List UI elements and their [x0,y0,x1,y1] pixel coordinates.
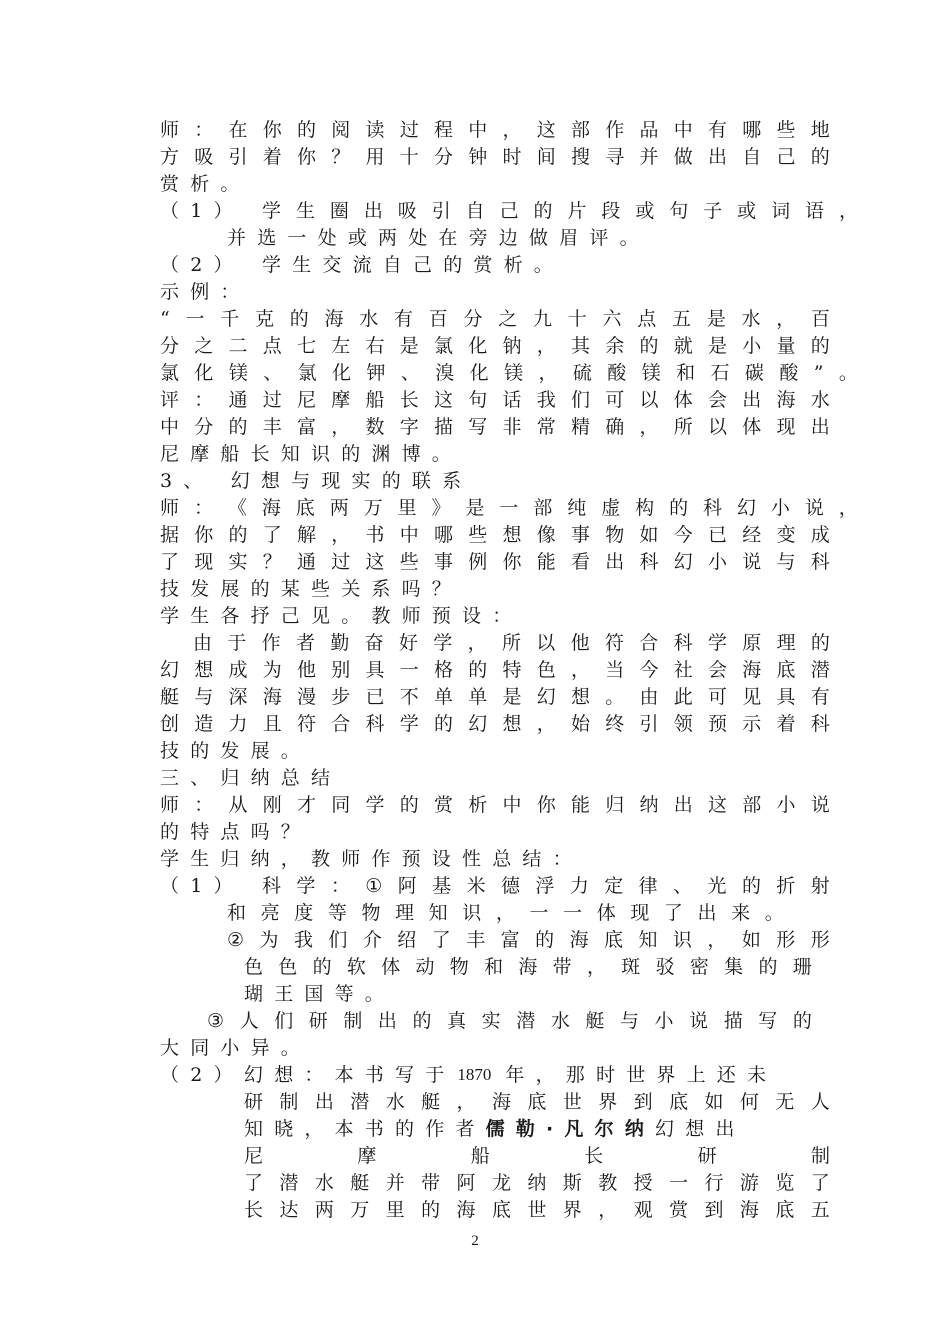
text-line: 技发展的某些关系吗？ [160,578,463,600]
text-char: 摩 [357,1145,377,1167]
text-line: 分 之 二 点 七 左 右 是 氯 化 钠 ， 其 余 的 就 是 小 量 的 [160,335,830,357]
year-number: 1870 [457,1065,492,1084]
text-char: 研 [697,1145,717,1167]
text-line: 研 制 出 潜 水 艇 ， 海 底 世 界 到 底 如 何 无 人 [244,1091,830,1113]
text-line: 据 你 的 了 解 ， 书 中 哪 些 想 像 事 物 如 今 已 经 变 成 [160,524,830,546]
text-char: 制 [810,1145,830,1167]
page-number: 2 [471,1233,479,1249]
text-line: 评 ： 通 过 尼 摩 船 长 这 句 话 我 们 可 以 体 会 出 海 水 [160,389,830,411]
text-line: 学生各抒己见。教师预设： [160,605,523,627]
text-segment: 幻想：本书写于 [244,1064,456,1086]
text-line: 并选一处或两处在旁边做眉评。 [227,227,650,249]
list-marker: （1） [160,875,244,897]
text-segment: 年，那时世界上还未 [505,1064,778,1086]
text-line: 和 亮 度 等 物 理 知 识 ， 一 一 体 现 了 出 来 。 [227,902,784,924]
text-line: 尼摩船长知识的渊博。 [160,443,463,465]
text-line: 中 分 的 丰 富 ， 数 字 描 写 非 常 精 确 ， 所 以 体 现 出 [160,416,830,438]
text-line: 幻 想 成 为 他 别 具 一 格 的 特 色 ， 当 今 社 会 海 底 潜 [160,659,830,681]
text-char: 船 [470,1145,490,1167]
text-line: 艇 与 深 海 漫 步 已 不 单 单 是 幻 想 。 由 此 可 见 具 有 [160,686,830,708]
text-char: 尼 [244,1145,264,1167]
text-line: 方 吸 引 着 你 ？ 用 十 分 钟 时 间 搜 寻 并 做 出 自 己 的 [160,146,830,168]
text-line: 学生交流自己的赏析。 [262,254,565,276]
text-line: 师 ： 在 你 的 阅 读 过 程 中 ， 这 部 作 品 中 有 哪 些 地 [160,119,830,141]
text-line: 创 造 力 且 符 合 科 学 的 幻 想 ， 始 终 引 领 预 示 着 科 [160,713,830,735]
text-segment: 知晓，本书的作者 [244,1118,486,1140]
text-segment: 幻想出 [655,1118,746,1140]
section-heading: 三、归纳总结 [160,767,342,789]
text-line: 的特点吗？ [160,821,312,843]
list-marker: （2） [160,254,244,276]
text-line: 由 于 作 者 勤 奋 好 学 ， 所 以 他 符 合 科 学 原 理 的 [193,632,830,654]
list-marker: （1） [160,200,244,222]
text-line: 了 现 实 ？ 通 过 这 些 事 例 你 能 看 出 科 幻 小 说 与 科 [160,551,830,573]
text-line [244,1115,830,1143]
text-line: 师 ： 《 海 底 两 万 里 》 是 一 部 纯 虚 构 的 科 幻 小 说 ， [160,497,858,519]
text-line: 技的发展。 [160,740,312,762]
text-line: 氯 化 镁 、 氯 化 钾 、 溴 化 镁 ， 硫 酸 镁 和 石 碳 酸 ” 。 [160,362,858,384]
text-line: 长 达 两 万 里 的 海 底 世 界 ， 观 赏 到 海 底 五 [244,1199,830,1221]
text-line: ② 为 我 们 介 绍 了 丰 富 的 海 底 知 识 ， 如 形 形 [227,929,830,951]
text-line: ③ 人 们 研 制 出 的 真 实 潜 水 艇 与 小 说 描 写 的 [207,1010,812,1032]
text-line: “ 一 千 克 的 海 水 有 百 分 之 九 十 六 点 五 是 水 ， 百 [160,308,830,330]
text-line [244,1061,830,1089]
text-line: 赏析。 [160,173,251,195]
text-line: 学生归纳，教师作预设性总结： [160,848,583,870]
list-marker: （2） [160,1064,244,1086]
text-line: 瑚王国等。 [244,983,396,1005]
text-line: 学 生 圈 出 吸 引 自 己 的 片 段 或 句 子 或 词 语 ， [262,200,858,222]
text-line: 大同小异。 [160,1037,312,1059]
text-line: 科 学 ： ① 阿 基 米 德 浮 力 定 律 、 光 的 折 射 [262,875,830,897]
text-line [244,1142,830,1170]
author-name: 儒勒·凡尔纳 [485,1118,656,1140]
text-line: 色 色 的 软 体 动 物 和 海 带 ， 斑 驳 密 集 的 珊 [244,956,812,978]
text-line: 了 潜 水 艇 并 带 阿 龙 纳 斯 教 授 一 行 游 览 了 [244,1172,830,1194]
text-char: 长 [584,1145,604,1167]
text-line: 示例： [160,281,251,303]
section-heading: 3、 幻想与现实的联系 [160,470,473,492]
text-line: 师 ： 从 刚 才 同 学 的 赏 析 中 你 能 归 纳 出 这 部 小 说 [160,794,830,816]
